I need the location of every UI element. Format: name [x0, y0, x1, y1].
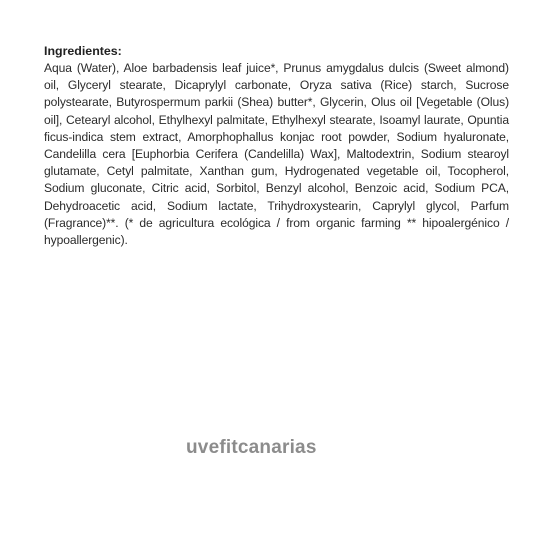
ingredients-block — [44, 43, 509, 249]
ingredients-list: Aqua (Water), Aloe barbadensis leaf juice*, Prunus amygdalus dulcis (Sweet almond) oil, Glyceryl stearate, Dicaprylyl carbonate, Oryza sativa (Rice) starch, Sucrose polystearate, Butyrospermum parkii (Shea) butter*, Glycerin, Olus oil [Vegetable (Olus) oil], Cetearyl alcohol, Ethylhexyl palmitate, Ethylhexyl stearate, Isoamyl laurate, Opuntia ficus-indica stem extract, Amorphophallus konjac root powder, Sodium hyaluronate, Candelilla cera [Euphorbia Cerifera (Candelilla) Wax], Maltodextrin, Sodium stearoyl glutamate, Cetyl palmitate, Xanthan gum, Hydrogenated vegetable oil, Tocopherol, Sodium gluconate, Citric acid, Sorbitol, Benzyl alcohol, Benzoic acid, Sodium PCA, Dehydroacetic acid, Sodium lactate, Trihydroxystearin, Caprylyl glycol, Parfum (Fragrance)**. (* de agricultura ecológica / from organic farming ** hipoalergénico / hypoallergenic). — [44, 61, 509, 248]
brand-watermark: uvefitcanarias — [186, 437, 317, 458]
ingredients-heading: Ingredientes: — [44, 44, 122, 58]
